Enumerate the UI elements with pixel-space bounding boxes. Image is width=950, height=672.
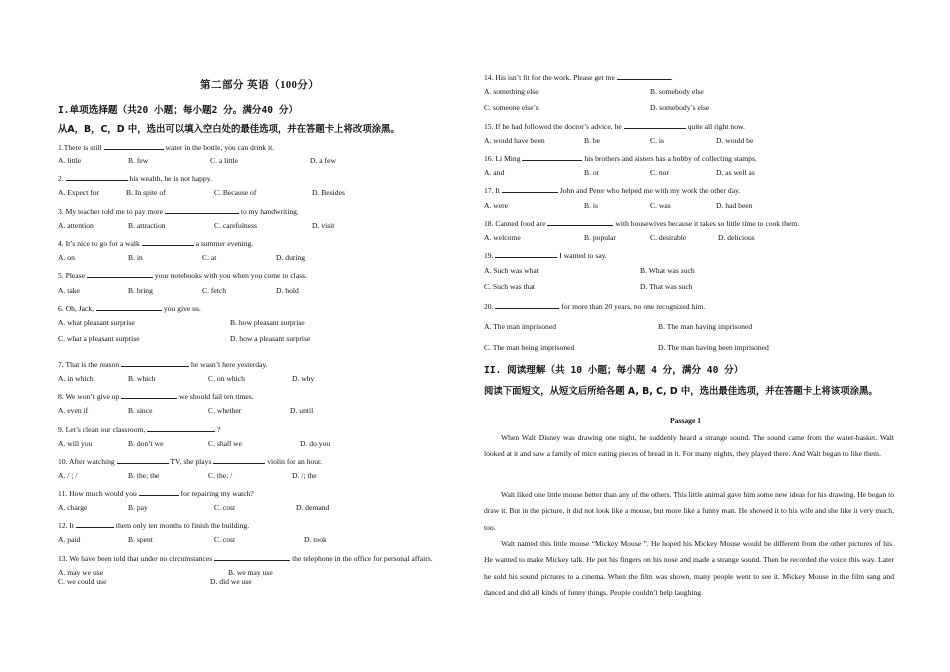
option: C. desirable [650,233,687,242]
option: B. The man having imprisoned [658,322,753,331]
option: A. were [484,201,509,210]
question-text: 18. Canned food are [484,219,546,228]
option: A. Such was what [484,266,539,275]
question-text: 11. How much would you [58,489,137,498]
section-2-instruction: 阅读下面短文，从短文后所给各题 A, B, C, D 中，选出最佳选项，并在答题卡上将该项涂黑。 [484,386,878,397]
option: B. since [128,406,153,415]
option: C. at [202,253,217,262]
question-text: 12. It [58,521,75,530]
option: D. delicious [718,233,755,242]
question-text: ? [217,425,221,434]
page-title: 第二部分 英语（100分） [200,80,320,91]
answer-blank [213,455,265,464]
option: D. had been [716,201,753,210]
question-text: 19. [484,251,494,260]
option: A. paid [58,535,81,544]
question-text: 3. My teacher told me to pay more [58,207,164,216]
question-9 [58,423,221,434]
question-8 [58,390,254,401]
option: C. fetch [202,286,227,295]
answer-blank [617,71,671,80]
answer-blank [214,552,290,561]
question-text: I wanted to say. [559,251,607,260]
question-text: 9. Let’s clean our classroom, [58,425,146,434]
question-text: for more than 20 years, no one recognized him. [561,302,706,311]
option: A. something else [484,87,539,96]
answer-blank [117,455,169,464]
option: B. spent [128,535,153,544]
option: B. we may use [228,568,273,577]
option: B. be [584,136,601,145]
question-text: you give us. [163,304,201,313]
question-text: 1.There is still [58,143,102,152]
answer-blank [66,172,128,181]
question-6 [58,302,201,313]
answer-blank [96,302,162,311]
question-text: 7. That is the reason [58,360,120,369]
section-1-heading: I.单项选择题（共20 小题；每小题2 分。满分40 分） [58,105,299,116]
question-5 [58,269,307,280]
option: C. The man being imprisoned [484,343,575,352]
option: B. bring [128,286,153,295]
answer-blank [147,423,215,432]
option: A. and [484,168,505,177]
option: A. would have been [484,136,545,145]
answer-blank [142,237,194,246]
option: D. visit [312,221,335,230]
question-text: John and Peter who helped me with my work the other day. [559,186,741,195]
option: D. a few [310,156,336,165]
question-text: 15. If he had followed the doctor’s advice, he [484,122,622,131]
option: B. few [128,156,149,165]
option: A. Expect for [58,188,100,197]
answer-blank [522,152,582,161]
option: C. the; / [208,471,233,480]
option: B. or [584,168,600,177]
question-text: 5. Please [58,271,85,280]
option: D. That was such [640,282,693,291]
question-text: 20. [484,302,494,311]
question-text: his wealth, he is not happy. [129,174,212,183]
option: A. attention [58,221,94,230]
option: A. in which [58,374,94,383]
question-text: to my handwriting. [240,207,299,216]
option: A. little [58,156,82,165]
section-2-heading: II. 阅读理解（共 10 小题；每小题 4 分，满分 40 分） [484,365,744,376]
answer-blank [76,519,114,528]
answer-blank [165,205,239,214]
option: B. how pleasant surprise [230,318,305,327]
option: C. was [650,201,671,210]
question-12 [58,519,249,530]
option: A. take [58,286,80,295]
answer-blank [139,487,179,496]
option: D. somebody’s else [650,103,710,112]
question-text: with housewives because it takes so little time to cook them. [615,219,800,228]
question-text: 2. [58,174,64,183]
answer-blank [104,141,164,150]
question-18 [484,217,799,228]
question-16 [484,152,757,163]
option: D. how a pleasant surprise [230,334,311,343]
question-1 [58,141,274,152]
answer-blank [624,120,686,129]
question-19 [484,249,607,260]
option: B. attraction [128,221,166,230]
question-text: them only ten months to finish the building. [115,521,250,530]
option: C. Because of [214,188,257,197]
passage-paragraph-3: Walt named this little mouse “Mickey Mouse ”. He hoped his Mickey Mouse would be different from the other pictures of his. He wanted to make Mickey talk. He put his fingers on his nose and made a strange sound. Then he recorded the voice this way. Later he sold his sound pictures to a cinema. When the film was shown, many people went to see it. Mickey Mouse in the film sang and danced and did all kinds of funny things. People couldn’t help laughing [484,539,894,598]
option: C. cost [214,535,236,544]
question-text: 14. His isn’t fit for the work. Please get me [484,73,615,82]
option: A. The man imprisoned [484,322,556,331]
option: C. nor [650,168,669,177]
answer-blank [502,184,558,193]
question-14 [484,71,673,82]
option: C. what a pleasant surprise [58,334,140,343]
section-1-instruction: 从A，B，C，D 中，选出可以填入空白处的最佳选项，并在答题卡上将改项涂黑。 [58,124,400,135]
option: C. whether [208,406,242,415]
option: D. until [290,406,314,415]
option: B. is [584,201,598,210]
question-11 [58,487,254,498]
question-text: 13. We have been told that under no circumstances [58,554,213,563]
option: B. What was such [640,266,695,275]
answer-blank [547,217,613,226]
option: D. did we use [210,577,252,586]
question-text: 6. Oh, Jack, [58,304,95,313]
question-text: . [670,73,673,82]
option: C. cost [214,503,236,512]
question-2 [58,172,212,183]
question-text: water in the bottle, you can drink it. [165,143,275,152]
question-text: the telephone in the office for personal affairs. [292,554,433,563]
option: B. which [128,374,156,383]
option: A. on [58,253,75,262]
passage-paragraph-2: Walt liked one little mouse better than any of the others. This little animal gave him some new ideas for his drawing. He began to draw it. But in the picture, it did not look like a mouse, but more like a funny man. He showed it to his wife and she like it very much, too. [484,490,894,532]
question-text: we should fail ten times. [179,392,254,401]
option: D. /; the [292,471,317,480]
option: D. demand [296,503,330,512]
question-10 [58,455,322,466]
question-text: TV, she plays [170,457,212,466]
option: D. hold [276,286,299,295]
option: D. as well as [716,168,755,177]
question-3 [58,205,299,216]
answer-blank [121,390,177,399]
question-text: for repairing my watch? [180,489,254,498]
option: A. even if [58,406,89,415]
question-text: 8. We won’t give up [58,392,120,401]
answer-blank [87,269,153,278]
option: A. what pleasant surprise [58,318,135,327]
option: C. on which [208,374,245,383]
answer-blank [495,300,559,309]
option: B. somebody else [650,87,704,96]
option: C. we could use [58,577,107,586]
option: C. a little [210,156,239,165]
option: D. why [292,374,315,383]
option: C. is [650,136,664,145]
option: B. in [128,253,143,262]
passage-paragraph-1: When Walt Disney was drawing one night, he suddenly heard a strange sound. The sound came from the water-basket. Walt looked at it and saw a family of mice eating pieces of bread in it. For many nights, they played there. And Walt began to like them. [484,433,894,459]
option: D. during [276,253,306,262]
option: B. the; the [128,471,160,480]
question-text: quite all right now. [687,122,745,131]
option: C. shall we [208,439,242,448]
option: D. would be [716,136,754,145]
question-text: 4. It’s nice to go for a walk [58,239,140,248]
option: B. In spite of [126,188,166,197]
option: D. Besides [312,188,345,197]
question-text: violin for an hour. [267,457,323,466]
option: A. / ; / [58,471,78,480]
answer-blank [495,249,557,258]
option: B. don’t we [128,439,164,448]
option: A. welcome [484,233,521,242]
option: D. took [304,535,327,544]
option: A. will you [58,439,93,448]
option: B. popular [584,233,617,242]
question-13 [58,552,433,563]
passage-title: Passage 1 [670,416,702,425]
question-text: he wasn’t here yesterday. [191,360,268,369]
question-text: a summer evening. [195,239,254,248]
option: D. do you [300,439,331,448]
question-15 [484,120,745,131]
question-text: his brothers and sisters has a hobby of collecting stamps. [584,154,757,163]
option: C. carefulness [214,221,258,230]
question-4 [58,237,253,248]
option: C. Such was that [484,282,536,291]
question-text: 10. After watching [58,457,115,466]
question-17 [484,184,740,195]
question-20 [484,300,705,311]
option: C. someone else’s [484,103,539,112]
question-text: 16. Li Ming [484,154,521,163]
question-text: your notebooks with you when you come to class. [154,271,307,280]
option: A. charge [58,503,88,512]
option: D. The man having been imprisoned [658,343,769,352]
question-7 [58,358,268,369]
answer-blank [121,358,189,367]
option: B. pay [128,503,148,512]
question-text: 17. It [484,186,501,195]
option: A. may we use [58,568,104,577]
